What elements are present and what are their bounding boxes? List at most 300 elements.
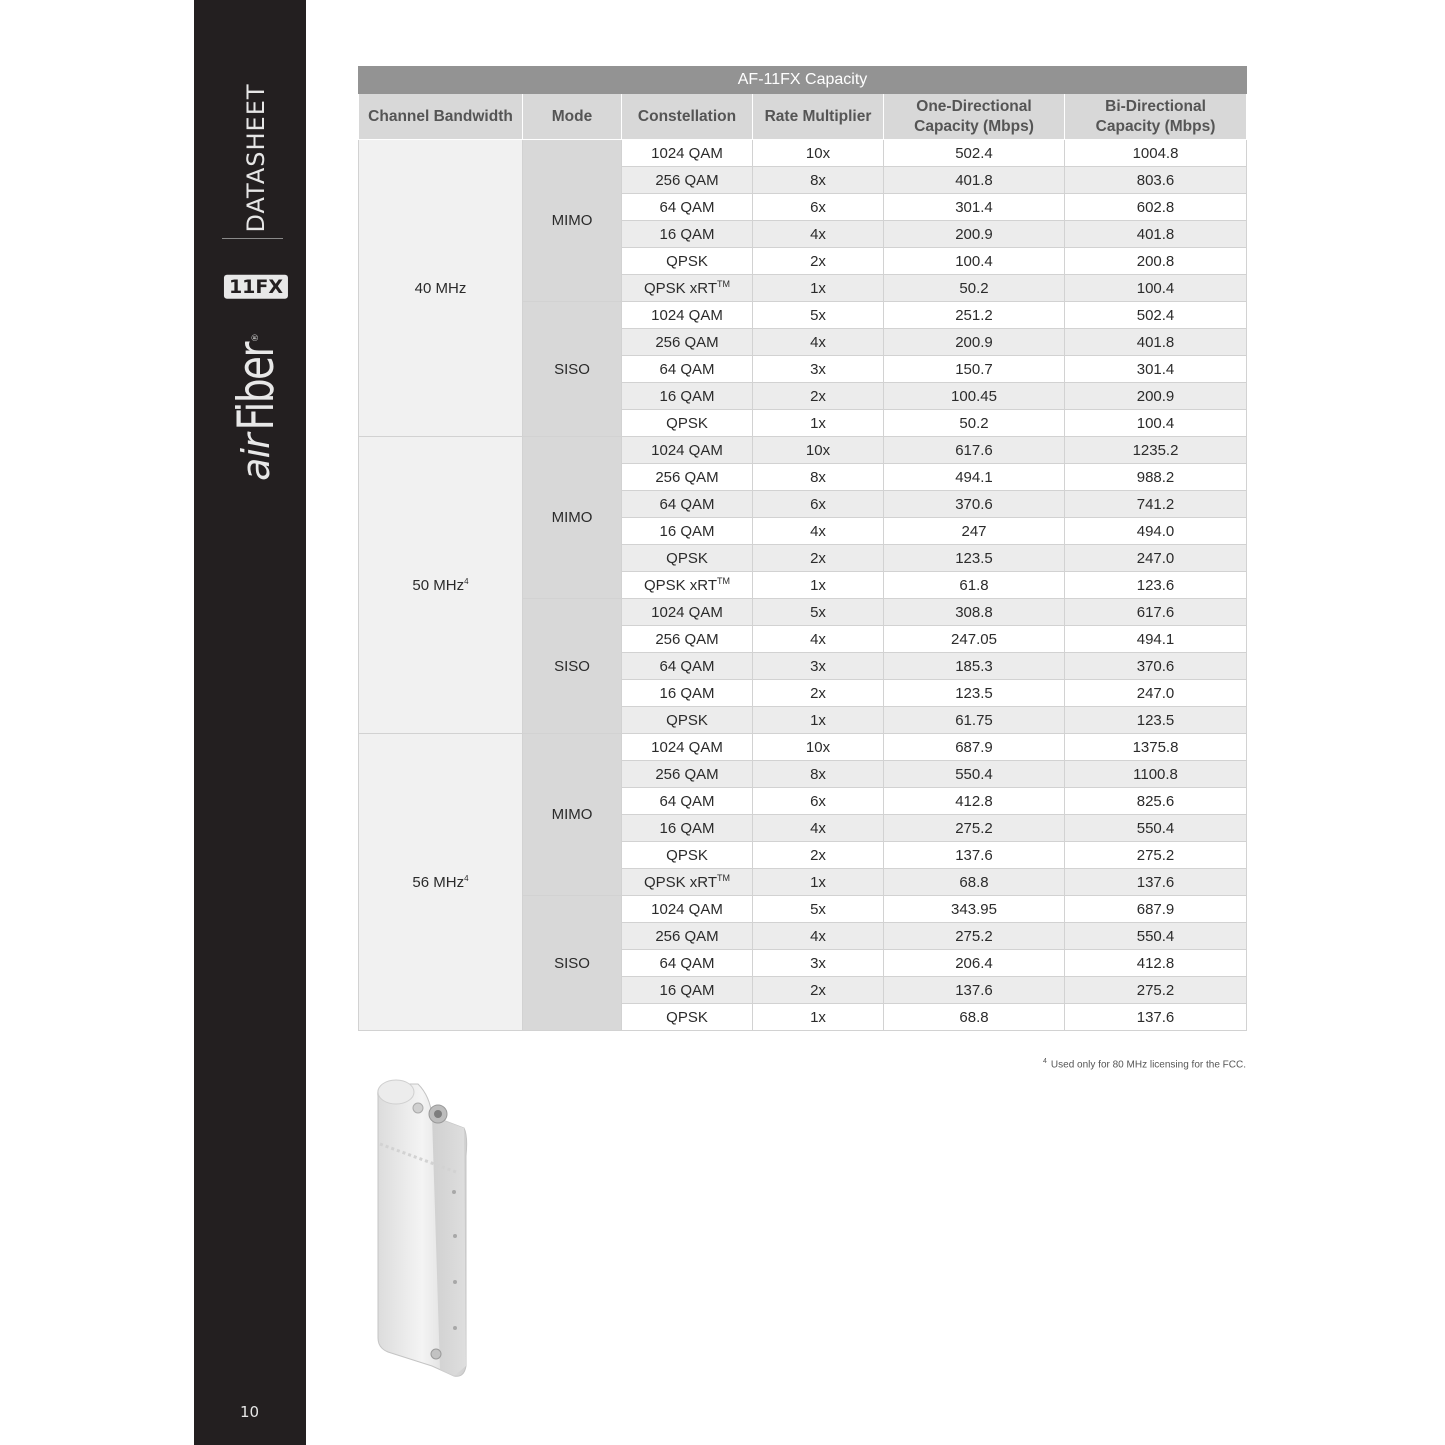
rate-multiplier-value: 8x (810, 171, 826, 189)
rate-multiplier-value: 4x (810, 225, 826, 243)
one-directional-value: 206.4 (955, 954, 993, 972)
bi-directional-cell (1065, 950, 1247, 977)
constellation-cell (622, 464, 753, 491)
one-directional-value: 50.2 (959, 279, 989, 297)
one-directional-value: 150.7 (955, 360, 993, 378)
rate-multiplier-cell (753, 599, 884, 626)
one-directional-cell (884, 302, 1065, 329)
constellation-cell (622, 815, 753, 842)
one-directional-value: 247.05 (951, 630, 997, 648)
constellation-cell (622, 491, 753, 518)
constellation-cell (622, 437, 753, 464)
bi-directional-cell (1065, 437, 1247, 464)
rate-multiplier-value: 8x (810, 765, 826, 783)
rate-multiplier-cell (753, 221, 884, 248)
header-one-directional (884, 94, 1065, 140)
constellation-cell (622, 707, 753, 734)
bi-directional-cell (1065, 410, 1247, 437)
constellation-cell (622, 194, 753, 221)
logo-registered-mark: ® (251, 333, 261, 343)
bi-directional-cell (1065, 221, 1247, 248)
header-one-line1: One-Directional (916, 97, 1032, 115)
bi-directional-cell (1065, 572, 1247, 599)
bi-directional-cell (1065, 707, 1247, 734)
one-directional-value: 370.6 (955, 495, 993, 513)
bi-directional-value: 502.4 (1136, 306, 1175, 324)
constellation-cell (622, 572, 753, 599)
constellation-value: 256 QAM (655, 171, 719, 189)
constellation-value: 16 QAM (659, 981, 715, 999)
constellation-cell (622, 923, 753, 950)
one-directional-value: 550.4 (955, 765, 993, 783)
rate-multiplier-value: 2x (810, 684, 826, 702)
rate-multiplier-value: 1x (810, 711, 826, 729)
bi-directional-cell (1065, 275, 1247, 302)
mode-cell: SISO (523, 302, 622, 437)
one-directional-cell (884, 977, 1065, 1004)
constellation-value: 16 QAM (659, 684, 715, 702)
rate-multiplier-cell (753, 437, 884, 464)
bi-directional-value: 602.8 (1136, 198, 1175, 216)
one-directional-cell (884, 734, 1065, 761)
constellation-value: 64 QAM (659, 954, 715, 972)
one-directional-value: 137.6 (955, 981, 993, 999)
constellation-value: 16 QAM (659, 819, 715, 837)
rate-multiplier-cell (753, 653, 884, 680)
mode-cell: SISO (523, 599, 622, 734)
one-directional-cell (884, 248, 1065, 275)
bandwidth-label: 40 MHz (414, 279, 467, 297)
one-directional-value: 50.2 (959, 414, 989, 432)
header-bi-directional (1065, 94, 1247, 140)
rate-multiplier-value: 2x (810, 549, 826, 567)
bi-directional-cell (1065, 302, 1247, 329)
constellation-cell (622, 329, 753, 356)
bi-directional-value: 247.0 (1136, 684, 1175, 702)
rate-multiplier-cell (753, 707, 884, 734)
one-directional-cell (884, 815, 1065, 842)
rate-multiplier-value: 1x (810, 576, 826, 594)
rate-multiplier-value: 8x (810, 468, 826, 486)
bi-directional-value: 123.6 (1136, 576, 1175, 594)
one-directional-cell (884, 410, 1065, 437)
one-directional-cell (884, 923, 1065, 950)
bi-directional-value: 550.4 (1136, 819, 1175, 837)
constellation-cell (622, 221, 753, 248)
bi-directional-value: 401.8 (1136, 225, 1175, 243)
constellation-value: 16 QAM (659, 522, 715, 540)
rate-multiplier-cell (753, 626, 884, 653)
rate-multiplier-value: 4x (810, 333, 826, 351)
bi-directional-value: 401.8 (1136, 333, 1175, 351)
sidebar-divider (222, 238, 283, 239)
constellation-cell (622, 950, 753, 977)
constellation-value: 1024 QAM (651, 900, 723, 918)
bi-directional-cell (1065, 869, 1247, 896)
rate-multiplier-cell (753, 950, 884, 977)
one-directional-cell (884, 518, 1065, 545)
one-directional-value: 61.75 (955, 711, 993, 729)
trademark-mark: TM (717, 279, 731, 289)
bi-directional-cell (1065, 194, 1247, 221)
bi-directional-value: 123.5 (1136, 711, 1175, 729)
header-constellation: Constellation (622, 94, 753, 140)
bi-directional-cell (1065, 248, 1247, 275)
trademark-mark: TM (717, 576, 731, 586)
bi-directional-value: 137.6 (1136, 1008, 1175, 1026)
one-directional-value: 61.8 (959, 576, 989, 594)
rate-multiplier-value: 1x (810, 873, 826, 891)
rate-multiplier-cell (753, 734, 884, 761)
bi-directional-cell (1065, 167, 1247, 194)
bi-directional-cell (1065, 896, 1247, 923)
constellation-cell (622, 383, 753, 410)
constellation-cell (622, 788, 753, 815)
logo-fiber-text: Fiber (227, 342, 285, 431)
constellation-cell (622, 248, 753, 275)
bi-directional-value: 494.0 (1136, 522, 1175, 540)
constellation-cell (622, 167, 753, 194)
footnote-marker: 4 (1043, 1058, 1047, 1065)
bi-directional-value: 617.6 (1136, 603, 1175, 621)
rate-multiplier-value: 2x (810, 387, 826, 405)
one-directional-value: 200.9 (955, 225, 993, 243)
bi-directional-value: 200.8 (1136, 252, 1175, 270)
constellation-cell (622, 302, 753, 329)
rate-multiplier-value: 2x (810, 252, 826, 270)
bi-directional-cell (1065, 491, 1247, 518)
rate-multiplier-cell (753, 896, 884, 923)
rate-multiplier-cell (753, 788, 884, 815)
rate-multiplier-value: 4x (810, 927, 826, 945)
capacity-table (358, 66, 1247, 1031)
airfiber-logo (227, 255, 285, 481)
rate-multiplier-cell (753, 356, 884, 383)
bi-directional-cell (1065, 734, 1247, 761)
one-directional-value: 412.8 (955, 792, 993, 810)
one-directional-cell (884, 464, 1065, 491)
one-directional-cell (884, 707, 1065, 734)
constellation-value: QPSK (666, 252, 708, 270)
bi-directional-value: 1100.8 (1133, 765, 1178, 783)
one-directional-cell (884, 680, 1065, 707)
constellation-cell (622, 896, 753, 923)
rate-multiplier-cell (753, 194, 884, 221)
rate-multiplier-cell (753, 464, 884, 491)
constellation-value: 64 QAM (659, 360, 715, 378)
logo-model-badge: 11FX (224, 275, 288, 299)
header-rate-multiplier: Rate Multiplier (753, 94, 884, 140)
constellation-value: 64 QAM (659, 198, 715, 216)
one-directional-value: 251.2 (955, 306, 993, 324)
one-directional-value: 308.8 (955, 603, 993, 621)
rate-multiplier-value: 10x (805, 738, 831, 756)
bi-directional-value: 275.2 (1136, 846, 1175, 864)
rate-multiplier-cell (753, 275, 884, 302)
bi-directional-cell (1065, 761, 1247, 788)
bi-directional-cell (1065, 923, 1247, 950)
constellation-cell (622, 599, 753, 626)
bi-directional-value: 247.0 (1136, 549, 1175, 567)
one-directional-cell (884, 1004, 1065, 1031)
constellation-value: QPSK (666, 414, 708, 432)
bi-directional-value: 741.2 (1136, 495, 1175, 513)
rate-multiplier-value: 10x (805, 144, 831, 162)
constellation-value: 1024 QAM (651, 306, 723, 324)
header-mode: Mode (523, 94, 622, 140)
bi-directional-cell (1065, 518, 1247, 545)
bandwidth-footnote-marker: 4 (464, 576, 469, 586)
one-directional-value: 617.6 (955, 441, 993, 459)
logo-air-text: air (234, 434, 278, 481)
constellation-value: QPSK xRT (643, 577, 718, 594)
bi-directional-cell (1065, 140, 1247, 167)
rate-multiplier-value: 6x (810, 198, 826, 216)
constellation-cell (622, 1004, 753, 1031)
rate-multiplier-cell (753, 248, 884, 275)
constellation-value: QPSK (666, 711, 708, 729)
bi-directional-cell (1065, 977, 1247, 1004)
constellation-value: 16 QAM (659, 225, 715, 243)
one-directional-cell (884, 842, 1065, 869)
one-directional-value: 68.8 (959, 1008, 989, 1026)
constellation-value: 256 QAM (655, 333, 719, 351)
footnote (1043, 1058, 1246, 1070)
bandwidth-label: 56 MHz (412, 873, 465, 891)
constellation-cell (622, 518, 753, 545)
rate-multiplier-value: 6x (810, 495, 826, 513)
bandwidth-footnote-marker: 4 (464, 873, 469, 883)
rate-multiplier-value: 4x (810, 522, 826, 540)
rate-multiplier-cell (753, 410, 884, 437)
bandwidth-cell (359, 734, 523, 1031)
bi-directional-value: 301.4 (1136, 360, 1175, 378)
constellation-cell (622, 545, 753, 572)
header-channel-bandwidth: Channel Bandwidth (359, 94, 523, 140)
constellation-value: QPSK xRT (643, 874, 718, 891)
one-directional-value: 100.45 (951, 387, 997, 405)
table-row (359, 140, 1247, 167)
rate-multiplier-value: 4x (810, 819, 826, 837)
bi-directional-cell (1065, 599, 1247, 626)
constellation-value: QPSK (666, 846, 708, 864)
one-directional-cell (884, 653, 1065, 680)
bi-directional-value: 494.1 (1136, 630, 1175, 648)
bandwidth-cell (359, 437, 523, 734)
constellation-cell (622, 626, 753, 653)
table-row (359, 437, 1247, 464)
rate-multiplier-cell (753, 545, 884, 572)
one-directional-value: 502.4 (955, 144, 993, 162)
constellation-value: 256 QAM (655, 468, 719, 486)
doc-label: DATASHEET (242, 83, 270, 233)
one-directional-cell (884, 329, 1065, 356)
bi-directional-cell (1065, 356, 1247, 383)
bandwidth-label: 50 MHz (412, 576, 465, 594)
one-directional-value: 185.3 (955, 657, 993, 675)
mode-cell: MIMO (523, 437, 622, 599)
rate-multiplier-cell (753, 167, 884, 194)
header-one-line2: Capacity (Mbps) (914, 117, 1034, 135)
rate-multiplier-value: 2x (810, 981, 826, 999)
rate-multiplier-cell (753, 383, 884, 410)
one-directional-value: 687.9 (955, 738, 993, 756)
one-directional-value: 275.2 (955, 819, 993, 837)
mode-cell: MIMO (523, 140, 622, 302)
rate-multiplier-value: 1x (810, 1008, 826, 1026)
constellation-value: QPSK xRT (643, 280, 718, 297)
constellation-cell (622, 761, 753, 788)
rate-multiplier-cell (753, 923, 884, 950)
constellation-value: 1024 QAM (651, 603, 723, 621)
mode-cell: SISO (523, 896, 622, 1031)
constellation-cell (622, 140, 753, 167)
header-bi-line1: Bi-Directional (1105, 97, 1206, 115)
one-directional-value: 123.5 (955, 684, 993, 702)
bandwidth-cell (359, 140, 523, 437)
bi-directional-value: 200.9 (1136, 387, 1175, 405)
one-directional-value: 68.8 (959, 873, 989, 891)
one-directional-value: 301.4 (955, 198, 993, 216)
one-directional-value: 275.2 (955, 927, 993, 945)
constellation-value: 1024 QAM (651, 738, 723, 756)
rate-multiplier-cell (753, 518, 884, 545)
bi-directional-value: 370.6 (1136, 657, 1175, 675)
table-title: AF-11FX Capacity (359, 67, 1247, 94)
one-directional-cell (884, 788, 1065, 815)
bi-directional-cell (1065, 329, 1247, 356)
rate-multiplier-cell (753, 572, 884, 599)
one-directional-cell (884, 167, 1065, 194)
constellation-value: QPSK (666, 1008, 708, 1026)
table-header-row (359, 94, 1247, 140)
constellation-cell (622, 842, 753, 869)
constellation-value: 64 QAM (659, 792, 715, 810)
bi-directional-cell (1065, 680, 1247, 707)
bi-directional-value: 825.6 (1136, 792, 1175, 810)
bi-directional-value: 1004.8 (1132, 144, 1179, 162)
one-directional-value: 494.1 (955, 468, 993, 486)
bi-directional-value: 687.9 (1136, 900, 1175, 918)
rate-multiplier-value: 3x (810, 657, 826, 675)
one-directional-cell (884, 626, 1065, 653)
constellation-cell (622, 680, 753, 707)
one-directional-cell (884, 221, 1065, 248)
one-directional-cell (884, 896, 1065, 923)
rate-multiplier-value: 5x (810, 603, 826, 621)
bi-directional-cell (1065, 383, 1247, 410)
constellation-cell (622, 869, 753, 896)
table-row (359, 734, 1247, 761)
trademark-mark: TM (717, 873, 731, 883)
one-directional-value: 137.6 (955, 846, 993, 864)
constellation-cell (622, 410, 753, 437)
one-directional-cell (884, 140, 1065, 167)
one-directional-value: 100.4 (955, 252, 993, 270)
one-directional-cell (884, 194, 1065, 221)
rate-multiplier-cell (753, 140, 884, 167)
one-directional-value: 247 (961, 522, 987, 540)
one-directional-cell (884, 545, 1065, 572)
one-directional-cell (884, 761, 1065, 788)
constellation-cell (622, 977, 753, 1004)
bi-directional-cell (1065, 1004, 1247, 1031)
rate-multiplier-value: 3x (810, 360, 826, 378)
bi-directional-value: 100.4 (1136, 414, 1175, 432)
bi-directional-value: 550.4 (1136, 927, 1175, 945)
bi-directional-cell (1065, 788, 1247, 815)
bi-directional-cell (1065, 464, 1247, 491)
rate-multiplier-value: 5x (810, 900, 826, 918)
bi-directional-value: 1235.2 (1132, 441, 1179, 459)
bi-directional-value: 137.6 (1136, 873, 1175, 891)
bi-directional-cell (1065, 626, 1247, 653)
one-directional-cell (884, 572, 1065, 599)
footnote-text: Used only for 80 MHz licensing for the FCC. (1050, 1059, 1246, 1071)
bi-directional-value: 100.4 (1136, 279, 1175, 297)
rate-multiplier-value: 2x (810, 846, 826, 864)
one-directional-value: 343.95 (951, 900, 997, 918)
rate-multiplier-value: 1x (810, 414, 826, 432)
bi-directional-cell (1065, 653, 1247, 680)
one-directional-value: 200.9 (955, 333, 993, 351)
rate-multiplier-cell (753, 761, 884, 788)
constellation-value: 1024 QAM (651, 144, 723, 162)
one-directional-cell (884, 599, 1065, 626)
one-directional-cell (884, 437, 1065, 464)
page-number: 10 (240, 1403, 260, 1421)
constellation-value: 256 QAM (655, 765, 719, 783)
rate-multiplier-value: 6x (810, 792, 826, 810)
rate-multiplier-value: 4x (810, 630, 826, 648)
one-directional-cell (884, 356, 1065, 383)
rate-multiplier-value: 10x (805, 441, 831, 459)
bi-directional-value: 412.8 (1136, 954, 1175, 972)
bi-directional-value: 1375.8 (1132, 738, 1179, 756)
rate-multiplier-cell (753, 491, 884, 518)
constellation-value: 1024 QAM (651, 441, 723, 459)
constellation-cell (622, 653, 753, 680)
constellation-value: QPSK (666, 549, 708, 567)
airfiber-device-image (360, 1076, 490, 1382)
one-directional-value: 123.5 (955, 549, 993, 567)
one-directional-cell (884, 383, 1065, 410)
one-directional-cell (884, 275, 1065, 302)
rate-multiplier-cell (753, 680, 884, 707)
bi-directional-value: 803.6 (1136, 171, 1175, 189)
rate-multiplier-cell (753, 815, 884, 842)
one-directional-value: 401.8 (955, 171, 993, 189)
bi-directional-cell (1065, 815, 1247, 842)
constellation-value: 64 QAM (659, 657, 715, 675)
mode-cell: MIMO (523, 734, 622, 896)
rate-multiplier-cell (753, 842, 884, 869)
constellation-cell (622, 734, 753, 761)
rate-multiplier-value: 5x (810, 306, 826, 324)
capacity-table-body (359, 140, 1247, 1031)
rate-multiplier-cell (753, 977, 884, 1004)
one-directional-cell (884, 869, 1065, 896)
bi-directional-cell (1065, 545, 1247, 572)
constellation-cell (622, 275, 753, 302)
rate-multiplier-cell (753, 329, 884, 356)
one-directional-cell (884, 950, 1065, 977)
constellation-value: 16 QAM (659, 387, 715, 405)
bi-directional-value: 275.2 (1136, 981, 1175, 999)
rate-multiplier-value: 1x (810, 279, 826, 297)
rate-multiplier-cell (753, 302, 884, 329)
rate-multiplier-value: 3x (810, 954, 826, 972)
